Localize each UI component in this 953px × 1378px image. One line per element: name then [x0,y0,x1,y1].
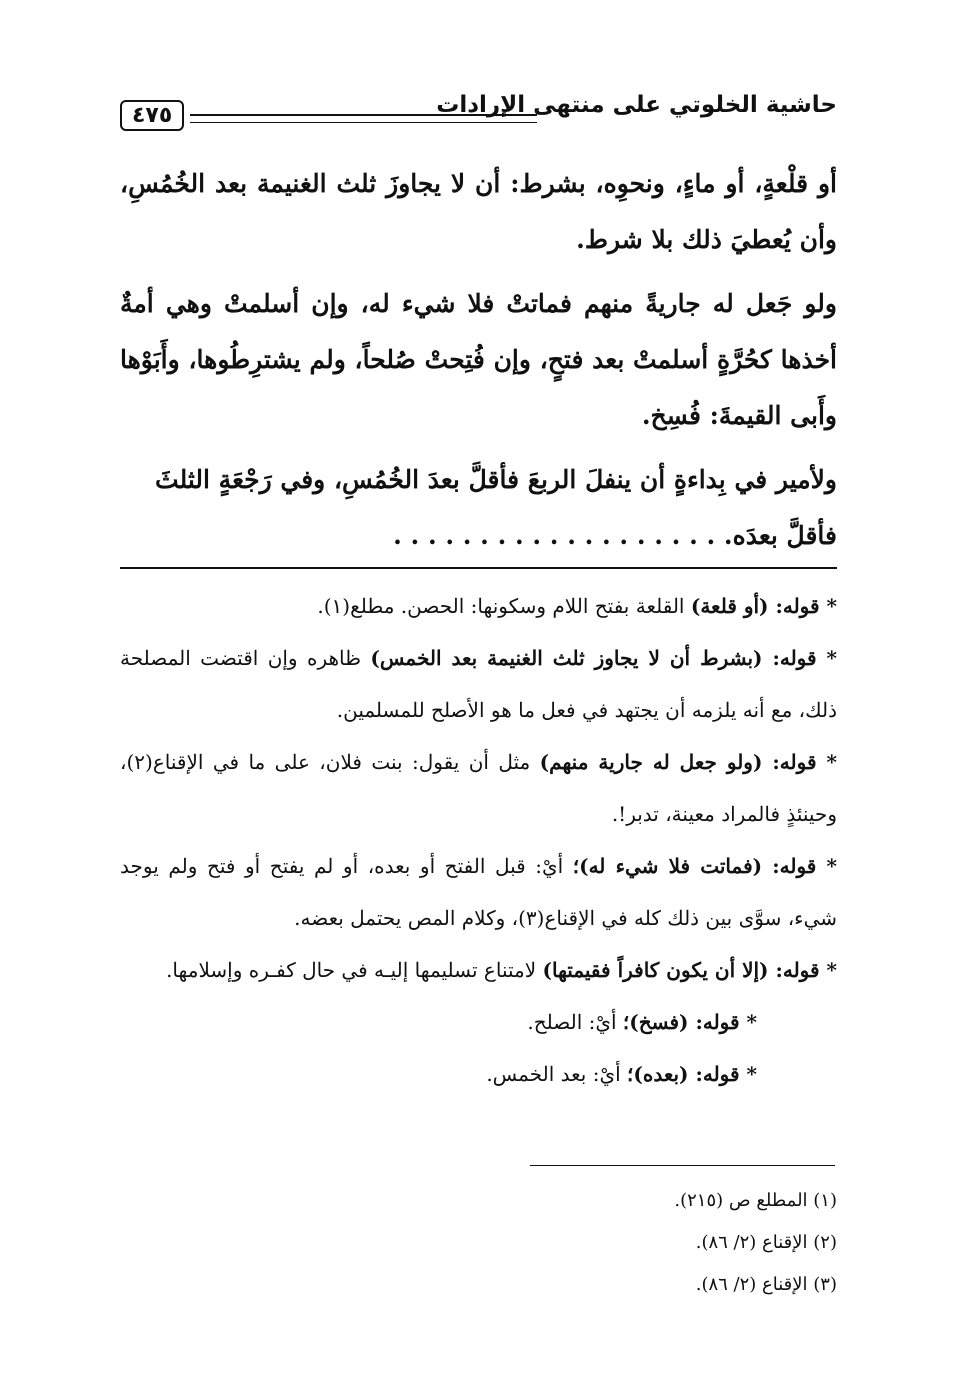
main-paragraph-3-text: ولأمير في بِداءةٍ أن ينفلَ الربعَ فأقلَّ بعدَ الخُمُسِ، وفي رَجْعَةٍ الثلثَ [155,465,837,494]
page-number: ٤٧٥ [120,100,184,131]
note-3-text: مثل أن يقول: بنت فلان، على ما في الإقناع(٢)، وحينئذٍ فالمراد معينة، تدبر!. [120,750,837,826]
main-paragraph-3 [120,452,837,508]
note-6-lead: * قوله: (فسخ)؛ [622,1010,757,1034]
main-paragraph-3-last: فأقلَّ بعدَه [732,521,837,550]
footnote-1: (١) المطلع ص (٢١٥). [674,1190,837,1211]
note-6 [120,996,837,1048]
footnotes [120,1180,837,1306]
note-7-text: أيْ: بعد الخمس. [486,1062,628,1086]
main-paragraph-1: أو قلْعةٍ، أو ماءٍ، ونحوِه، بشرط: أن لا يجاوزَ ثلث الغنيمة بعد الخُمُسِ، وأن يُعطيَ ذلك بلا شرط. [120,169,837,254]
note-2-lead: * قوله: (بشرط أن لا يجاوز ثلث الغنيمة بعد الخمس) [370,646,837,670]
main-paragraph-3-end [120,508,837,564]
note-7 [120,1048,837,1100]
footnote-2: (٢) الإقناع (٢/ ٨٦). [695,1232,837,1253]
footnote-3: (٣) الإقناع (٢/ ٨٦). [695,1274,837,1295]
note-5-lead: * قوله: (إلا أن يكون كافراً فقيمتها) [542,958,837,982]
main-text [120,156,837,572]
note-5 [120,944,837,996]
footnote-divider [530,1165,835,1166]
note-2-text: ظاهره وإن اقتضت المصلحة ذلك، مع أنه يلزمه أن يجتهد في فعل ما هو الأصلح للمسلمين. [120,646,837,722]
note-6-text: أيْ: الصلح. [527,1010,623,1034]
continuation-dots: . . . . . . . . . . . . . . . . . . . . [393,521,733,550]
note-4-text: أيْ: قبل الفتح أو بعده، أو لم يفتح أو فتح ولم يوجد شيء، سوَّى بين ذلك كله في الإقناع(٣)، وكلام المص يحتمل بعضه. [120,854,837,930]
note-1-text: القلعة بفتح اللام وسكونها: الحصن. مطلع(١). [317,594,691,618]
commentary-notes [120,580,837,1100]
main-paragraph-2: ولو جَعل له جاريةً منهم فماتتْ فلا شيء له، وإن أسلمتْ وهي أمةٌ أخذها كحُرَّةٍ أسلمتْ بعد فتحٍ، وإن فُتِحتْ صُلحاً، ولم يشترِطُوها، وأَبَوْها وأَبى القيمةَ: فُسِخ. [120,289,837,430]
note-3-lead: * قوله: (ولو جعل له جارية منهم) [539,750,837,774]
note-7-lead: * قوله: (بعده)؛ [627,1062,757,1086]
note-5-text: لامتناع تسليمها إليـه في حال كفـره وإسلامها. [166,958,543,982]
note-4 [120,840,837,944]
note-1-lead: * قوله: (أو قلعة) [690,594,837,618]
note-4-lead: * قوله: (فماتت فلا شيء له)؛ [572,854,837,878]
text-divider [120,567,837,569]
running-header [120,84,837,140]
running-title: حاشية الخلوتي على منتهى الإرادات [436,92,837,118]
note-1 [120,580,837,632]
note-3 [120,736,837,840]
note-2 [120,632,837,736]
